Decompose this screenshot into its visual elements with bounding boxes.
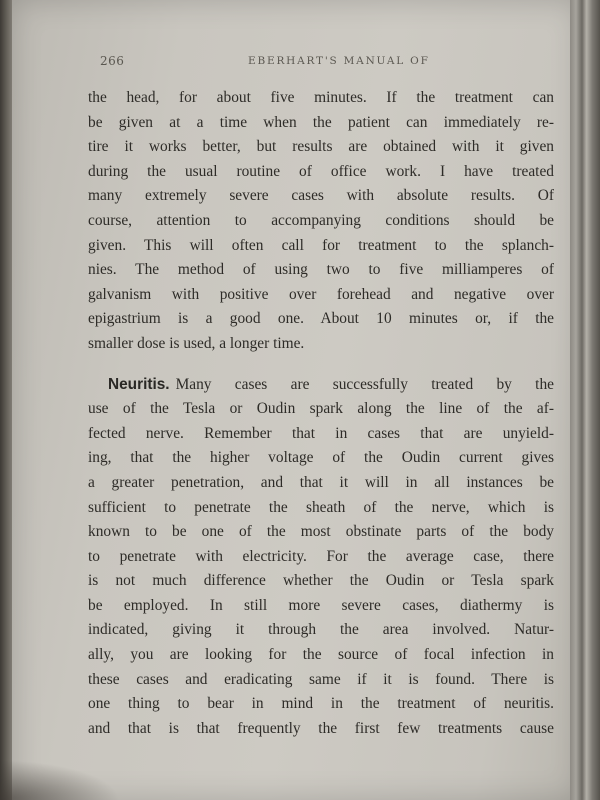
text-line: use of the Tesla or Oudin spark along the line of the af- <box>88 400 554 418</box>
section-heading-neuritis: Neuritis. <box>108 375 170 393</box>
text-line: the head, for about five minutes. If the treatment can <box>88 89 554 106</box>
text-line: is not much difference whether the Oudin or Tesla spark <box>88 572 554 590</box>
text-line-first <box>88 373 554 398</box>
first-line-text: Many cases are successfully treated by the <box>175 375 554 393</box>
text-line: during the usual routine of office work. I have treated <box>88 162 554 180</box>
text-line: tire it works better, but results are obtained with it given <box>88 138 554 156</box>
body-text <box>88 86 554 741</box>
text-line: a greater penetration, and that it will in all instances be <box>88 473 554 491</box>
text-line: known to be one of the most obstinate parts of the body <box>88 523 554 541</box>
paragraph-neuritis <box>88 373 554 742</box>
text-line: smaller dose is used, a longer time. <box>88 334 305 352</box>
paragraph-gap <box>88 357 554 373</box>
text-line: many extremely severe cases with absolute results. Of <box>88 187 554 205</box>
paragraph-continuation <box>88 86 554 357</box>
text-line: galvanism with positive over forehead and negative over <box>88 285 554 303</box>
text-line: and that is that frequently the first few treatments cause <box>88 719 554 737</box>
page-header <box>100 54 540 72</box>
text-line: ing, that the higher voltage of the Oudin current gives <box>88 449 554 467</box>
text-line: epigastrium is a good one. About 10 minutes or, if the <box>88 310 554 328</box>
text-line: indicated, giving it through the area involved. Natur- <box>88 621 554 639</box>
text-line: one thing to bear in mind in the treatment of neuritis. <box>88 695 554 713</box>
text-line: fected nerve. Remember that in cases that are unyield- <box>88 424 554 442</box>
text-line: be given at a time when the patient can immediately re- <box>88 113 554 131</box>
text-line: course, attention to accompanying conditions should be <box>88 211 554 229</box>
text-line: these cases and eradicating same if it is found. There is <box>88 670 554 688</box>
text-line: nies. The method of using two to five milliamperes of <box>88 261 554 279</box>
text-line: ally, you are looking for the source of focal infection in <box>88 646 554 664</box>
corner-shadow <box>0 760 120 800</box>
page-stack-edge <box>570 0 600 800</box>
text-line: sufficient to penetrate the sheath of the nerve, which is <box>88 498 554 516</box>
page-number: 266 <box>100 54 125 68</box>
text-line: be employed. In still more severe cases, diathermy is <box>88 596 554 614</box>
text-line: given. This will often call for treatment to the splanch- <box>88 236 554 254</box>
text-line: to penetrate with electricity. For the average case, there <box>88 547 554 565</box>
running-head: EBERHART'S MANUAL OF <box>248 55 430 67</box>
